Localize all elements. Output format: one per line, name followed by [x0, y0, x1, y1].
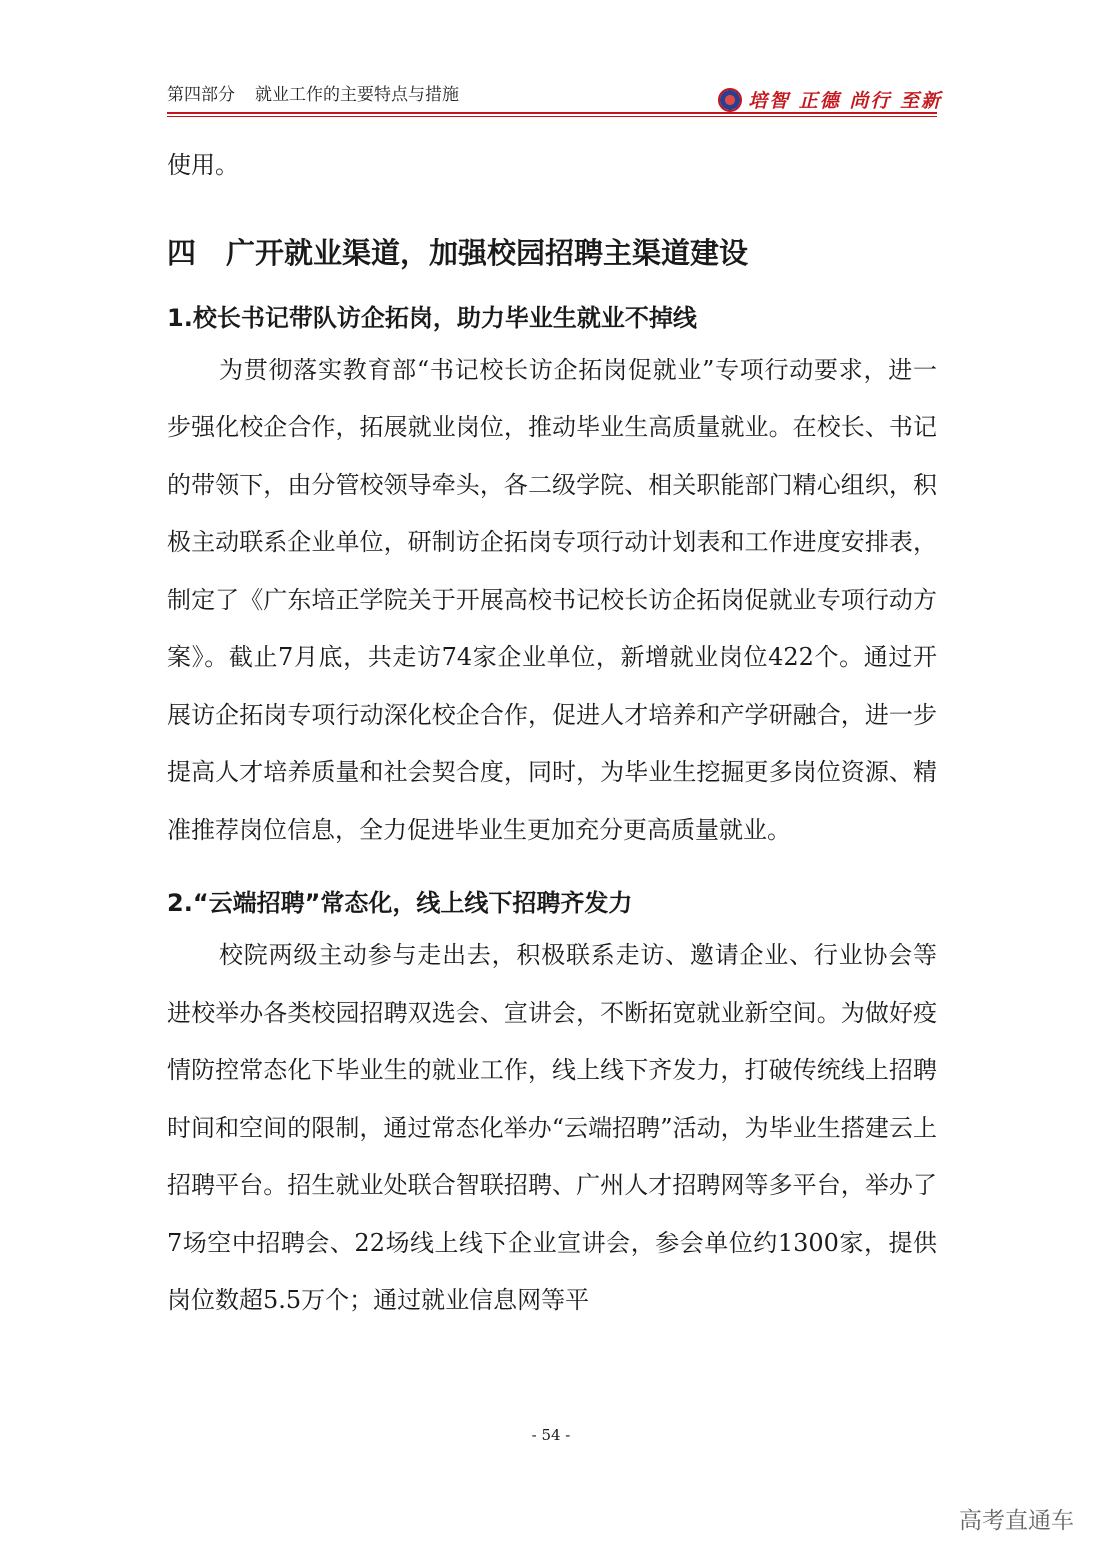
header-section-number: 第四部分: [167, 85, 235, 105]
header-rule: [167, 112, 937, 114]
header-rule-thin: [167, 116, 937, 117]
running-header: [167, 80, 459, 105]
subsection-heading-2: 2.“云端招聘”常态化，线上线下招聘齐发力: [167, 889, 633, 917]
page-number: - 54 -: [531, 1426, 571, 1444]
page-body: [167, 137, 937, 1330]
watermark: 高考直通车: [959, 1508, 1074, 1534]
school-emblem-icon: [718, 88, 742, 112]
intro-fragment: 使用。: [167, 151, 239, 179]
school-logo: [718, 86, 942, 113]
subsection-heading-1: 1.校长书记带队访企拓岗，助力毕业生就业不掉线: [167, 303, 697, 332]
subsection-body-1: 为贯彻落实教育部“书记校长访企拓岗促就业”专项行动要求，进一步强化校企合作，拓展就业岗位，推动毕业生高质量就业。在校长、书记的带领下，由分管校领导牵头，各二级学院、相关职能部门精心组织，积极主动联系企业单位，研制访企拓岗专项行动计划表和工作进度安排表，制定了《广东培正学院关于开展高校书记校长访企拓岗促就业专项行动方案》。截止7月底，共走访74家企业单位，新增就业岗位422个。通过开展访企拓岗专项行动深化校企合作，促进人才培养和产学研融合，进一步提高人才培养质量和社会契合度，同时，为毕业生挖掘更多岗位资源、精准推荐岗位信息，全力促进毕业生更加充分更高质量就业。: [167, 355, 937, 844]
section-heading: [167, 233, 937, 273]
header-section-title: 就业工作的主要特点与措施: [255, 85, 459, 105]
subsection-body-2: 校院两级主动参与走出去，积极联系走访、邀请企业、行业协会等进校举办各类校园招聘双选会、宣讲会，不断拓宽就业新空间。为做好疫情防控常态化下毕业生的就业工作，线上线下齐发力，打破传统线上招聘时间和空间的限制，通过常态化举办“云端招聘”活动，为毕业生搭建云上招聘平台。招生就业处联合智联招聘、广州人才招聘网等多平台，举办了7场空中招聘会、22场线上线下企业宣讲会，参会单位约1300家，提供岗位数超5.5万个；通过就业信息网等平: [167, 941, 937, 1314]
school-motto: 培智 正德 尚行 至新: [748, 90, 942, 112]
section-number: 四: [167, 235, 197, 270]
section-title: 广开就业渠道，加强校园招聘主渠道建设: [226, 235, 749, 270]
